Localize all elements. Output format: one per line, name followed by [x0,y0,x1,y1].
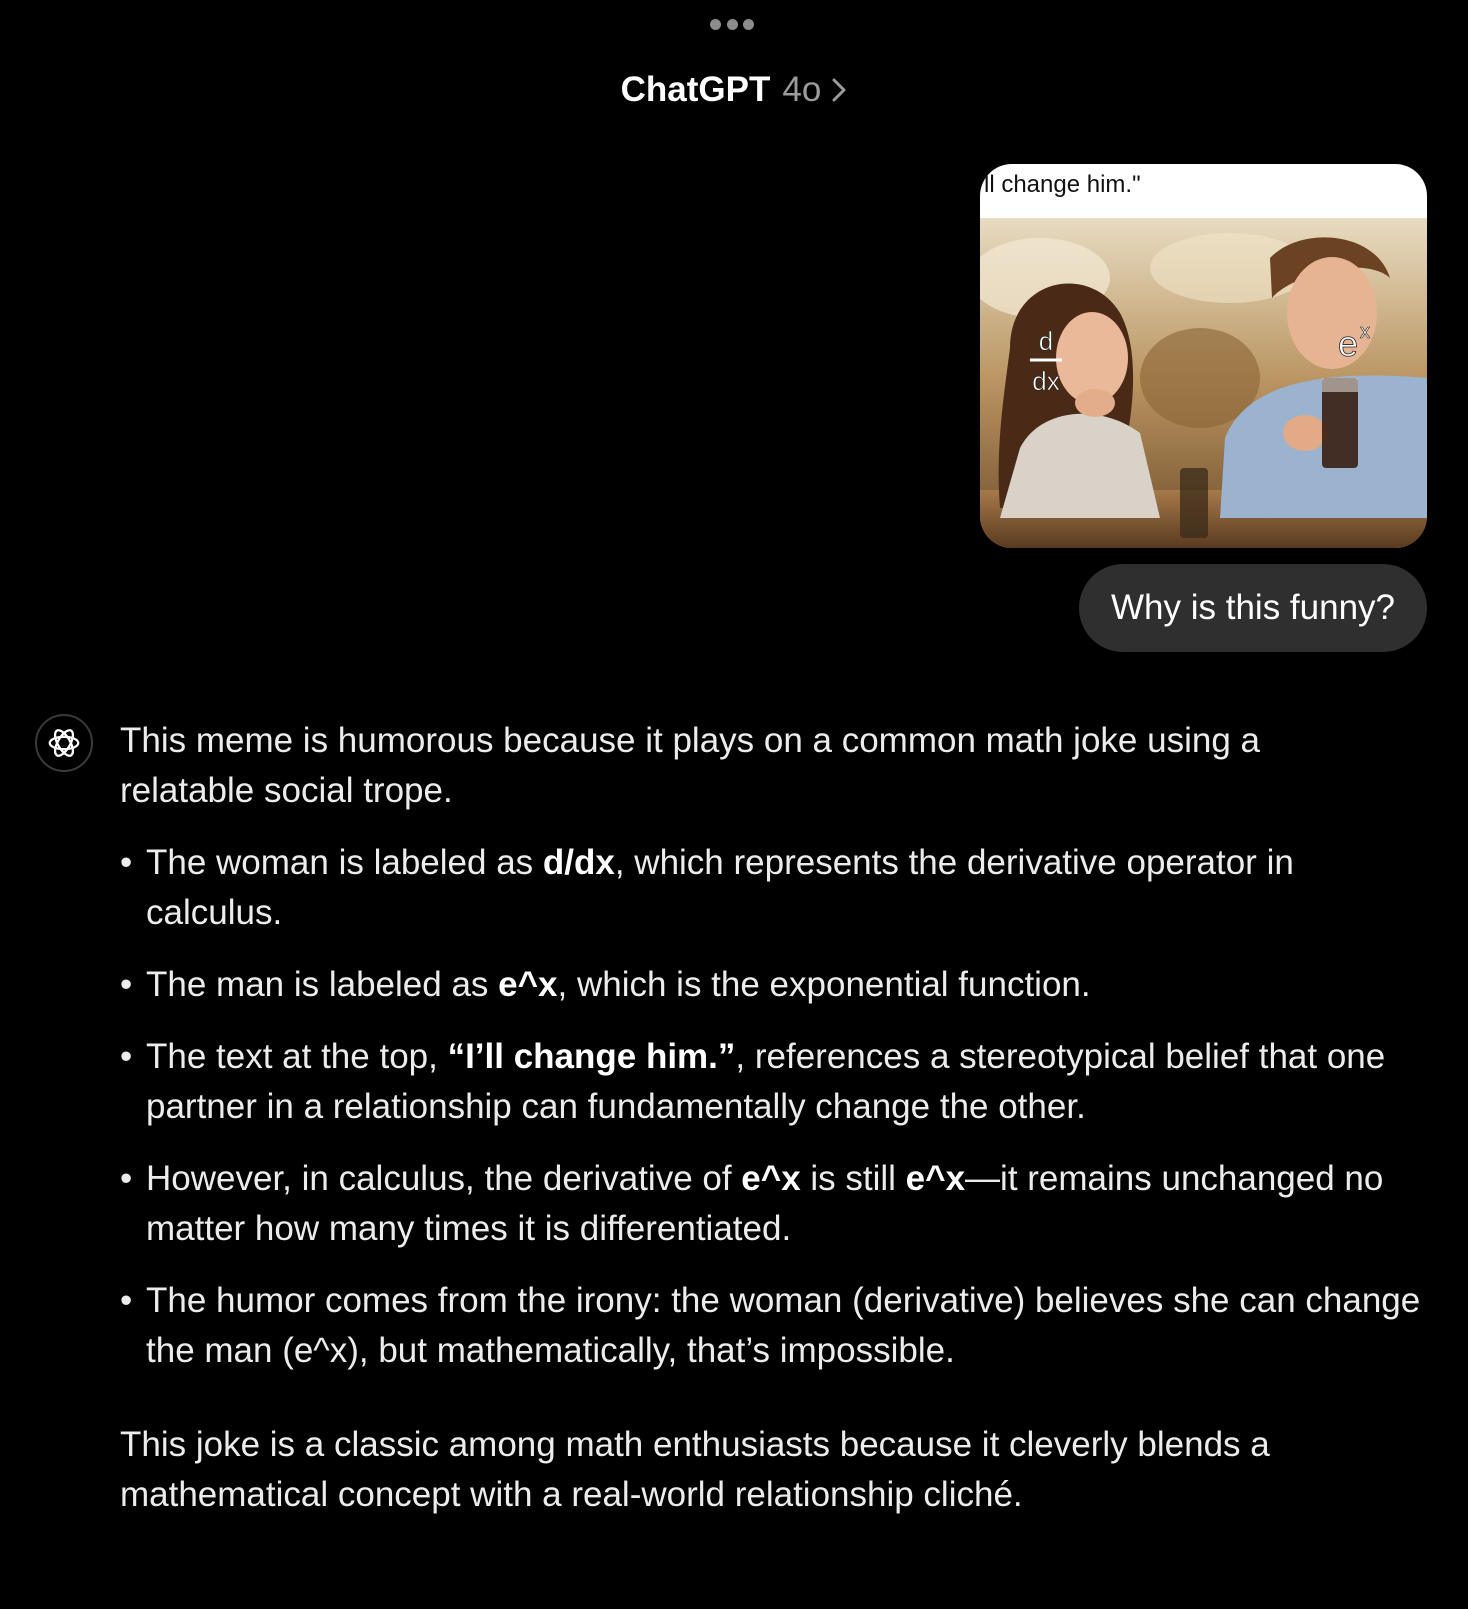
list-item: • The man is labeled as e^x, which is the exponential function. [120,960,1430,1010]
list-item: • However, in calculus, the derivative of e^x is still e^x—it remains unchanged no matter how many times it is differentiated. [120,1154,1430,1254]
user-message-bubble: Why is this funny? [1079,564,1427,652]
label-man-exp: x [1360,321,1370,343]
assistant-intro: This meme is humorous because it plays on a common math joke using a relatable social trope. [120,721,1260,810]
user-image-attachment[interactable] [980,164,1427,548]
openai-logo-icon [35,714,93,772]
more-dots-icon[interactable] [710,18,754,30]
label-woman-top: d [1038,326,1054,356]
list-item: • The humor comes from the irony: the woman (derivative) believes she can change the man (e^x), but mathematically, that’s impossible. [120,1276,1430,1376]
model-selector[interactable] [0,66,1468,114]
list-item: • The text at the top, “I’ll change him.”, references a stereotypical belief that one partner in a relationship can fundamentally change the other. [120,1032,1430,1132]
assistant-outro: This joke is a classic among math enthusiasts because it cleverly blends a mathematical concept with a real-world relationship cliché. [120,1425,1270,1514]
model-label: 4o [782,70,822,109]
dot [710,19,721,30]
meme-photo [980,218,1427,548]
openai-logo-glyph [45,724,83,762]
assistant-message [120,716,1430,1520]
dot [727,19,738,30]
list-item: • The woman is labeled as d/dx, which represents the derivative operator in calculus. [120,838,1430,938]
label-man-base: e [1338,323,1359,364]
chevron-right-icon [831,77,847,103]
meme-caption: ll change him." [984,171,1141,198]
assistant-bullet-list [120,838,1430,1376]
dot [743,19,754,30]
label-woman-bottom: dx [1032,366,1060,396]
app-title: ChatGPT [620,70,771,109]
